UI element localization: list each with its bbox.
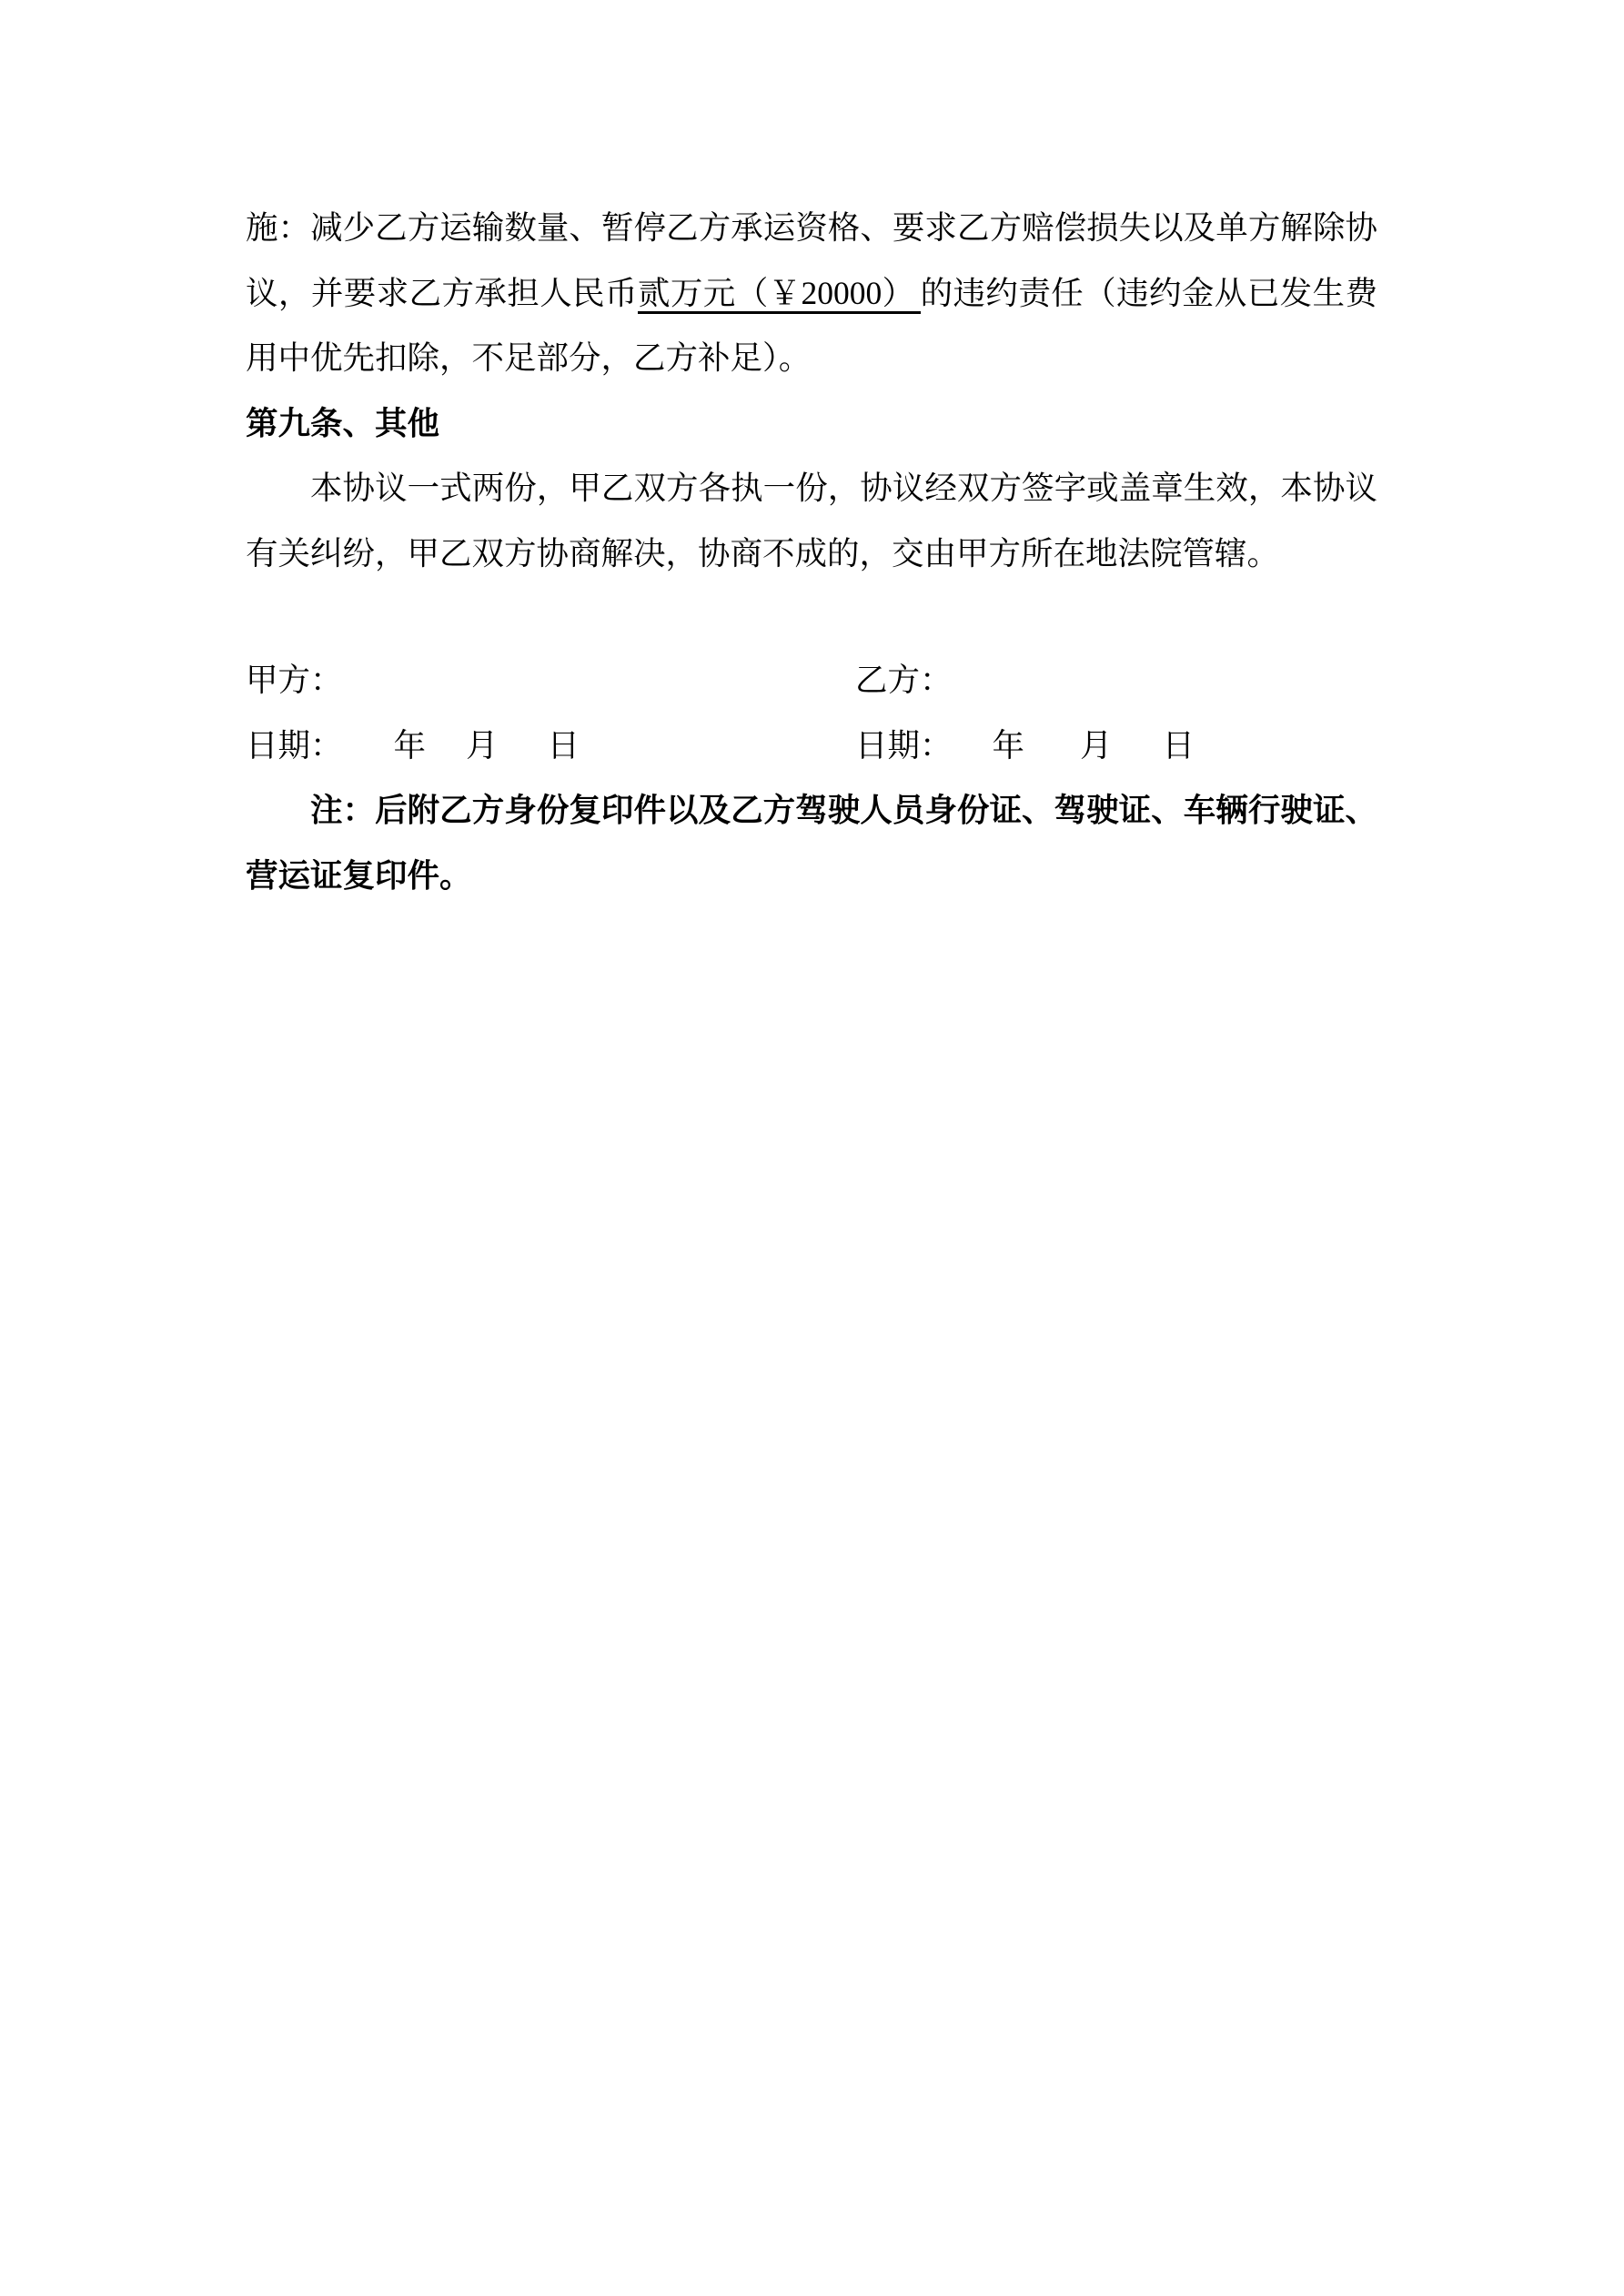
breach-clause-line-2 <box>246 261 1377 327</box>
article-nine-heading: 第九条、其他 <box>246 404 440 441</box>
signature-row <box>246 648 1377 713</box>
day-label-party-b: 日 <box>1162 726 1195 764</box>
day-label-party-a: 日 <box>547 726 580 764</box>
contract-content <box>246 196 1377 908</box>
date-group-party-b <box>855 713 1195 779</box>
note-line-1: 注：后附乙方身份复印件以及乙方驾驶人员身份证、驾驶证、车辆行驶证、 <box>310 792 1377 828</box>
month-label-party-a: 月 <box>466 726 499 764</box>
breach-clause-line-2-text-before: 议，并要求乙方承担人民币 <box>246 274 638 311</box>
date-group-party-a <box>246 727 580 764</box>
year-label-party-b: 年 <box>992 726 1025 764</box>
month-label-party-b: 月 <box>1080 726 1113 764</box>
date-label-party-b: 日期： <box>855 726 953 764</box>
date-label-party-a: 日期： <box>246 726 343 764</box>
party-a-label: 甲方： <box>246 662 343 698</box>
article-nine-body-line-1: 本协议一式两份，甲乙双方各执一份，协议经双方签字或盖章生效，本协议 <box>310 470 1377 506</box>
note-line-2: 营运证复印件。 <box>246 856 472 894</box>
penalty-amount-underlined: 贰万元（￥20000） <box>638 275 921 314</box>
date-row <box>246 713 1377 779</box>
article-nine-body-line-2: 有关纠纷，甲乙双方协商解决，协商不成的，交由甲方所在地法院管辖。 <box>246 534 1280 571</box>
breach-clause-line-3: 用中优先扣除，不足部分，乙方补足）。 <box>246 339 812 376</box>
year-label-party-a: 年 <box>393 726 427 764</box>
party-b-label: 乙方： <box>855 662 953 698</box>
breach-clause-line-2-text-after: 的违约责任（违约金从已发生费 <box>920 274 1377 311</box>
blank-spacer-line <box>246 586 1377 648</box>
breach-clause-line-1: 施：减少乙方运输数量、暂停乙方承运资格、要求乙方赔偿损失以及单方解除协 <box>246 209 1377 246</box>
